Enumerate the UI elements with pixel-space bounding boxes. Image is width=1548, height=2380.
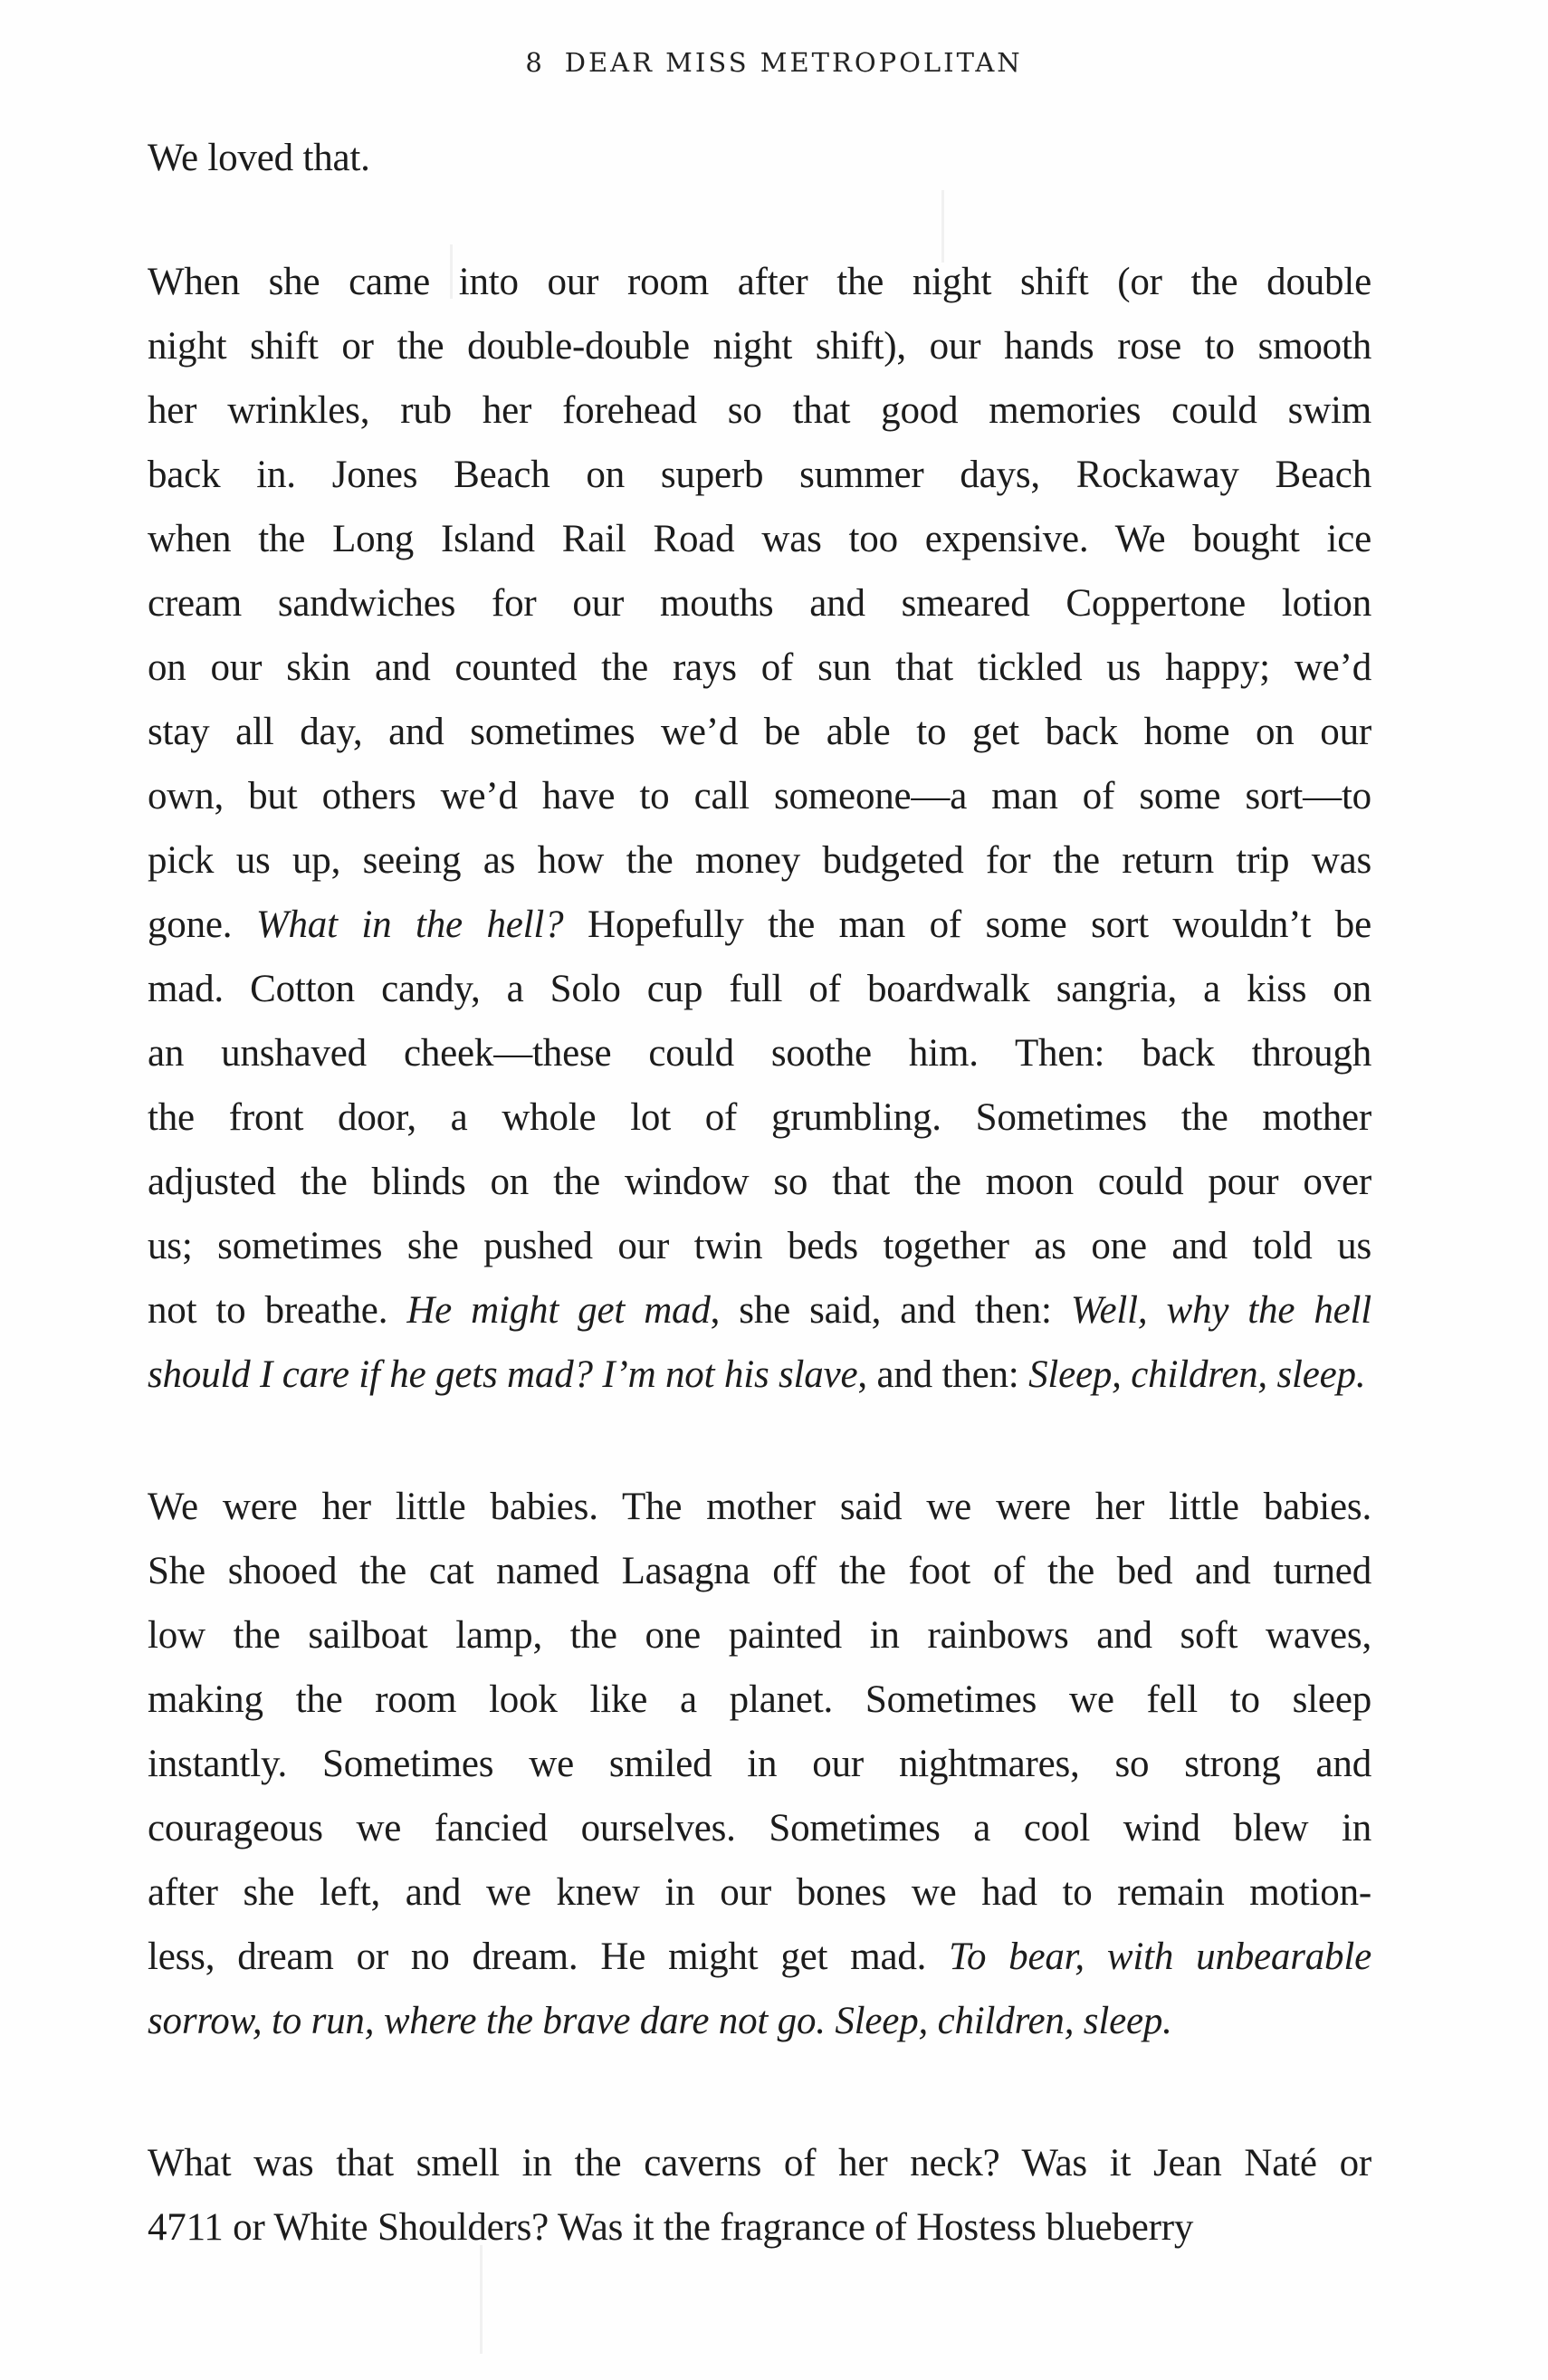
paragraph-1-line xyxy=(148,260,1371,305)
text-segment: back in. Jones Beach on superb summer days, Rockaway Beach xyxy=(148,454,1371,496)
text-segment: What was that smell in the caverns of her neck? Was it Jean Naté or xyxy=(148,2142,1371,2184)
text-segment: night shift or the double-double night shift), our hands rose to smooth xyxy=(148,325,1371,368)
paragraph-1-line xyxy=(148,1224,1371,1269)
book-title: DEAR MISS METROPOLITAN xyxy=(564,47,1023,78)
text-segment: cream sandwiches for our mouths and smeared Coppertone lotion xyxy=(148,582,1371,625)
paragraph-1-line xyxy=(148,324,1371,369)
text-segment: , she said, and then: xyxy=(710,1289,1071,1332)
text-segment: making the room look like a planet. Sometimes we fell to sleep xyxy=(148,1678,1371,1721)
text-segment: stay all day, and sometimes we’d be able to get back home on our xyxy=(148,711,1371,753)
paragraph-2-line xyxy=(148,1485,1371,1530)
text-segment: pick us up, seeing as how the money budgeted for the return trip was xyxy=(148,839,1371,882)
text-segment: gone. xyxy=(148,903,256,946)
paragraph-3-line xyxy=(148,2141,1371,2186)
paragraph-1-line xyxy=(148,967,1371,1012)
text-segment: Hopefully the man of some sort wouldn’t be xyxy=(563,903,1371,946)
scan-artifact xyxy=(480,2245,483,2354)
paragraph-2-line xyxy=(148,1742,1371,1787)
paragraph-1-line xyxy=(148,453,1371,498)
text-segment: instantly. Sometimes we smiled in our nightmares, so strong and xyxy=(148,1743,1371,1785)
running-head xyxy=(0,47,1548,78)
paragraph-1-line xyxy=(148,1288,1371,1333)
text-segment: her wrinkles, rub her forehead so that good memories could swim xyxy=(148,389,1371,432)
italic-text: He might get mad xyxy=(406,1289,711,1332)
text-segment: when the Long Island Rail Road was too expensive. We bought ice xyxy=(148,518,1371,560)
paragraph-1-line xyxy=(148,903,1371,948)
paragraph-1-line xyxy=(148,838,1371,884)
italic-text: What in the hell? xyxy=(255,903,564,946)
text-segment: low the sailboat lamp, the one painted in rainbows and soft waves, xyxy=(148,1614,1371,1657)
paragraph-2-line xyxy=(148,1806,1371,1851)
paragraph-1-line xyxy=(148,1095,1371,1141)
paragraph-1-line xyxy=(148,710,1371,755)
text-segment: When she came into our room after the night shift (or the double xyxy=(148,261,1371,303)
text-segment: , and then: xyxy=(857,1353,1029,1396)
text-segment: She shooed the cat named Lasagna off the foot of the bed and turned xyxy=(148,1550,1371,1592)
paragraph-2-line xyxy=(148,1999,1371,2044)
text-segment: adjusted the blinds on the window so that the moon could pour over xyxy=(148,1161,1371,1203)
text-segment: 4711 or White Shoulders? Was it the fragrance of Hostess blueberry xyxy=(148,2206,1194,2249)
opening-line: We loved that. xyxy=(148,137,370,179)
text-segment: the front door, a whole lot of grumbling. Sometimes the mother xyxy=(148,1096,1371,1139)
text-segment: own, but others we’d have to call someone—a man of some sort—to xyxy=(148,775,1371,817)
paragraph-1-line xyxy=(148,774,1371,819)
text-segment: We were her little babies. The mother said we were her little babies. xyxy=(148,1486,1371,1528)
text-segment: courageous we fancied ourselves. Sometimes a cool wind blew in xyxy=(148,1807,1371,1850)
page-number: 8 xyxy=(525,47,545,78)
paragraph-2-line xyxy=(148,1677,1371,1723)
scan-artifact xyxy=(450,244,453,299)
paragraph-2-line xyxy=(148,1549,1371,1594)
italic-text: Well, why the hell xyxy=(1070,1289,1371,1332)
scan-artifact xyxy=(941,190,944,263)
text-segment: after she left, and we knew in our bones we had to remain motion- xyxy=(148,1871,1371,1914)
paragraph-2-line xyxy=(148,1935,1371,1980)
paragraph-1-line xyxy=(148,645,1371,691)
text-segment: mad. Cotton candy, a Solo cup full of boardwalk sangria, a kiss on xyxy=(148,968,1371,1010)
paragraph-3-line xyxy=(148,2205,1371,2251)
paragraph-1-line xyxy=(148,581,1371,626)
paragraph-1-line xyxy=(148,388,1371,434)
paragraph-1-line xyxy=(148,1352,1371,1398)
paragraph-1-line xyxy=(148,517,1371,562)
paragraph-2-line xyxy=(148,1870,1371,1916)
paragraph-2-line xyxy=(148,1613,1371,1658)
text-segment: less, dream or no dream. He might get mad. xyxy=(148,1936,950,1978)
italic-text: Sleep, children, sleep. xyxy=(1028,1353,1366,1396)
text-segment: us; sometimes she pushed our twin beds together as one and told us xyxy=(148,1225,1371,1267)
italic-text: To bear, with unbearable xyxy=(949,1936,1371,1978)
text-segment: an unshaved cheek—these could soothe him. Then: back through xyxy=(148,1032,1371,1075)
paragraph-1-line xyxy=(148,1031,1371,1076)
text-segment: on our skin and counted the rays of sun that tickled us happy; we’d xyxy=(148,646,1371,689)
text-segment: not to breathe. xyxy=(148,1289,407,1332)
italic-text: sorrow, to run, where the brave dare not go. Sleep, children, sleep. xyxy=(148,2000,1172,2042)
paragraph-1-line xyxy=(148,1160,1371,1205)
italic-text: should I care if he gets mad? I’m not his slave xyxy=(148,1353,858,1396)
